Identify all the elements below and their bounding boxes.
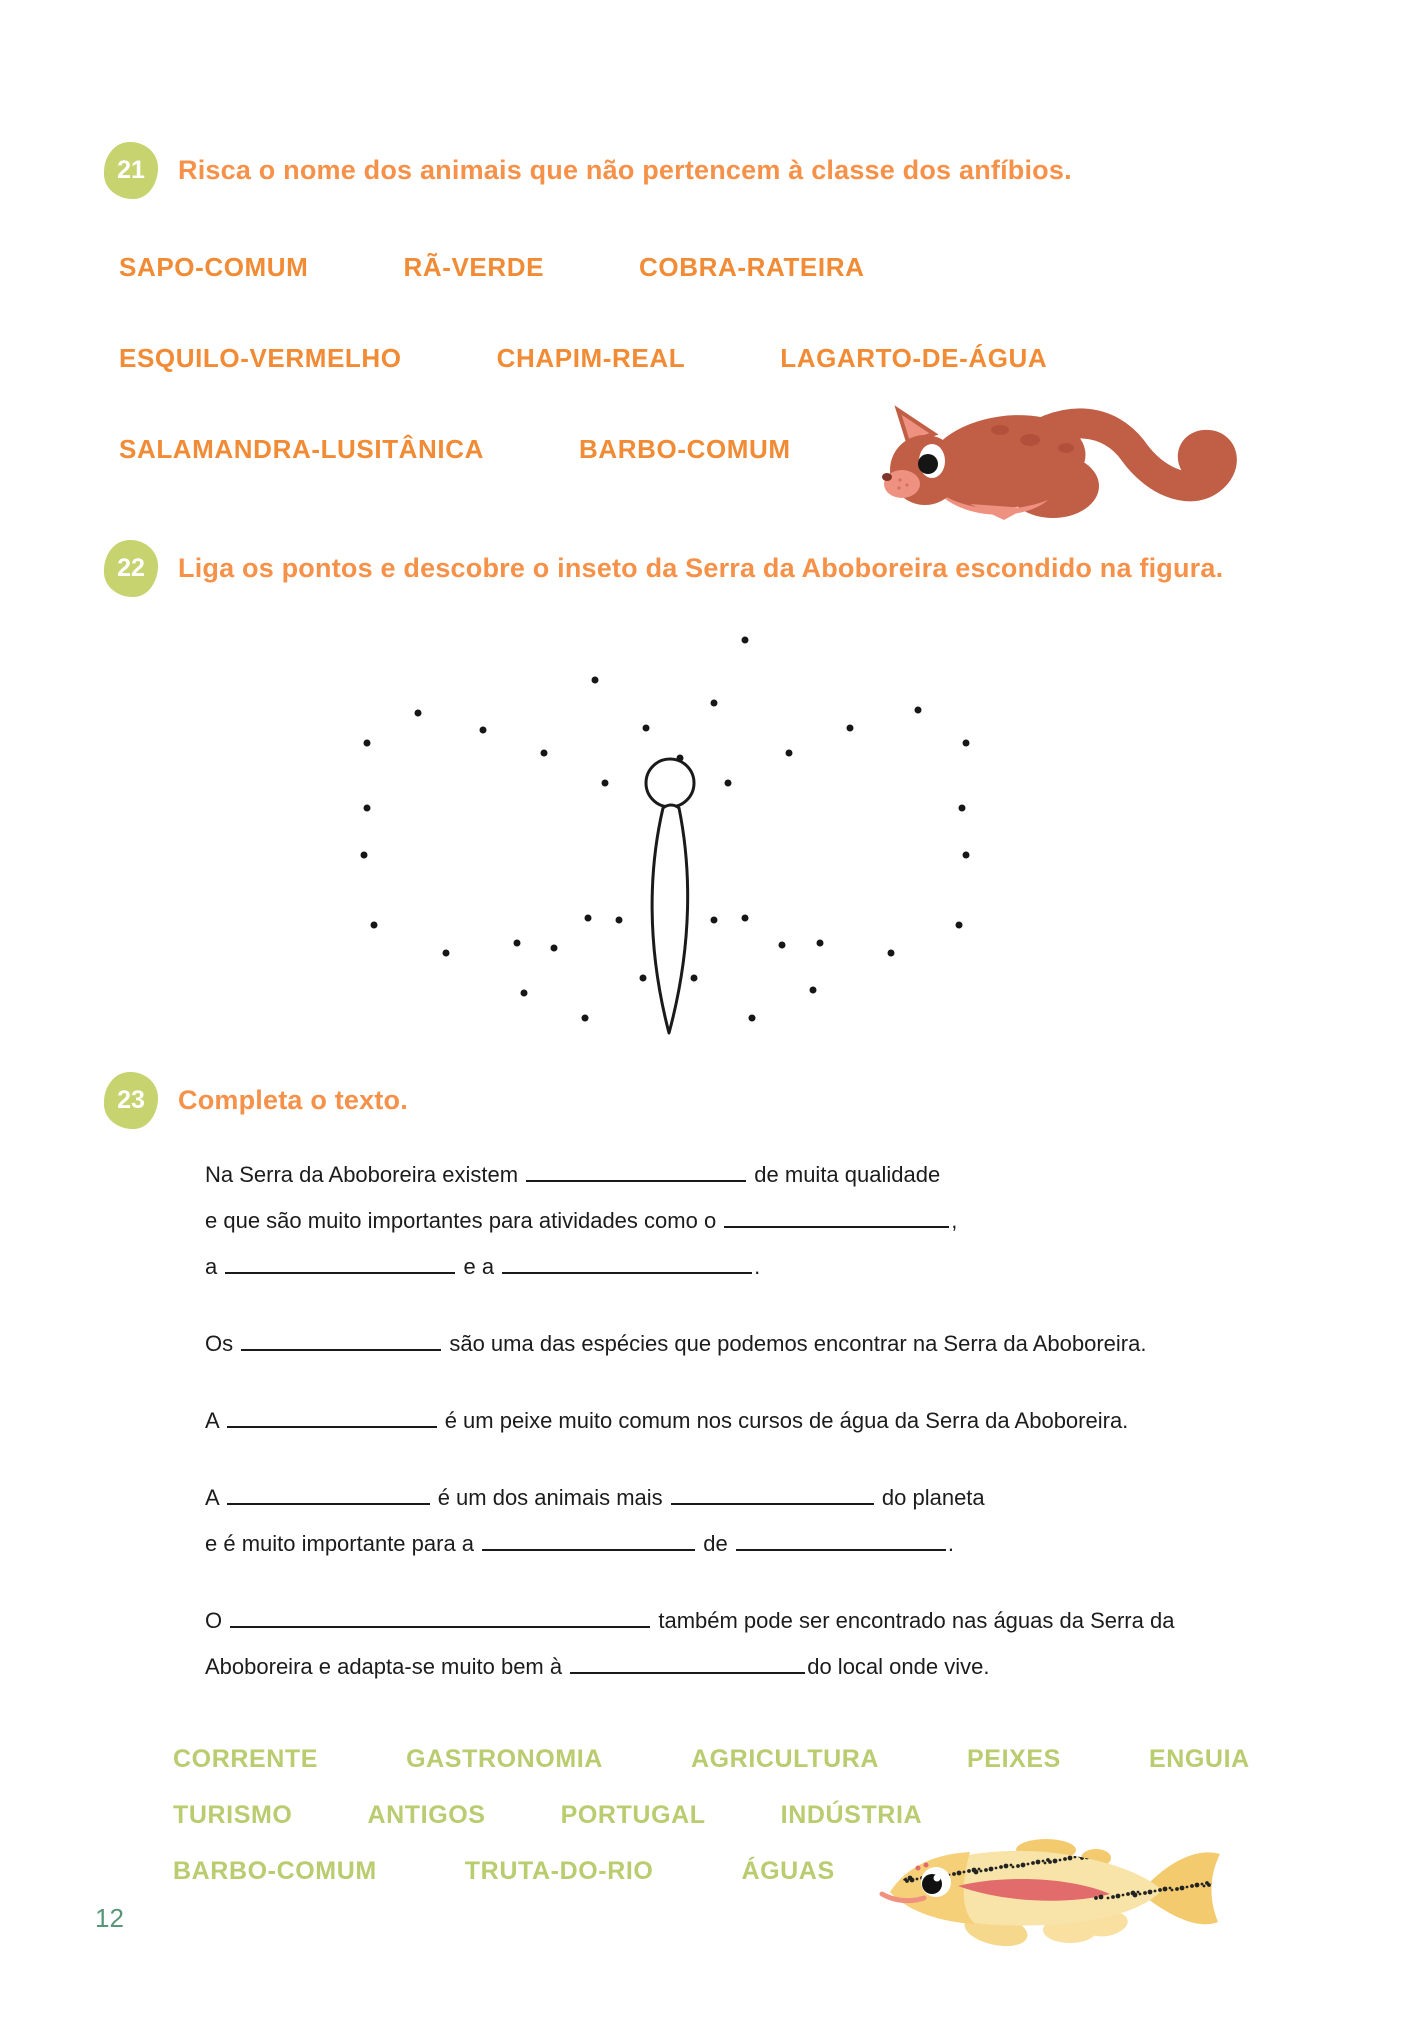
puzzle-dot[interactable] [779, 942, 786, 949]
text-segment: , [951, 1208, 958, 1233]
text-segment: é um dos animais mais [431, 1485, 669, 1510]
puzzle-dot[interactable] [639, 974, 646, 981]
text-segment: de [697, 1531, 734, 1556]
text-paragraph [205, 1475, 1345, 1567]
fill-blank[interactable] [227, 1411, 437, 1428]
fill-blank[interactable] [671, 1488, 874, 1505]
animal-word[interactable]: LAGARTO-DE-ÁGUA [780, 343, 1048, 373]
puzzle-dot[interactable] [592, 677, 599, 684]
puzzle-dot[interactable] [677, 754, 684, 761]
word-bank-item[interactable]: ENGUIA [1148, 1745, 1250, 1773]
squirrel-eye [918, 454, 938, 474]
puzzle-dot[interactable] [847, 724, 854, 731]
fill-blank[interactable] [526, 1165, 746, 1182]
puzzle-dot[interactable] [888, 949, 895, 956]
animal-word[interactable]: RÃ-VERDE [403, 252, 545, 282]
text-paragraph [205, 1321, 1345, 1367]
puzzle-dot[interactable] [816, 939, 823, 946]
animal-word[interactable]: SAPO-COMUM [119, 252, 309, 282]
fill-blank[interactable] [225, 1257, 455, 1274]
text-segment: . [754, 1254, 761, 1279]
word-bank-item[interactable]: PEIXES [967, 1745, 1061, 1773]
animal-word[interactable]: COBRA-RATEIRA [639, 252, 865, 282]
trout-illustration [878, 1828, 1230, 1958]
fill-blank[interactable] [241, 1334, 441, 1351]
exercise-21-header [104, 142, 1072, 199]
puzzle-dot[interactable] [371, 922, 378, 929]
word-bank-row [173, 1801, 1250, 1830]
fill-blank[interactable] [502, 1257, 752, 1274]
fill-blank[interactable] [570, 1657, 805, 1674]
text-line [205, 1644, 1345, 1690]
word-bank-item[interactable]: CORRENTE [173, 1745, 319, 1773]
puzzle-dot[interactable] [364, 739, 371, 746]
animal-word[interactable]: ESQUILO-VERMELHO [119, 343, 402, 373]
fill-blank[interactable] [736, 1534, 946, 1551]
puzzle-dot[interactable] [741, 914, 748, 921]
text-segment: . [947, 1531, 954, 1556]
puzzle-dot[interactable] [415, 709, 422, 716]
puzzle-dot[interactable] [364, 804, 371, 811]
word-bank-item[interactable]: BARBO-COMUM [173, 1857, 377, 1885]
exercise-22-badge: 22 [104, 540, 158, 597]
word-bank-item[interactable]: GASTRONOMIA [406, 1745, 603, 1773]
puzzle-dot[interactable] [520, 989, 527, 996]
puzzle-dot[interactable] [541, 749, 548, 756]
animal-word-row [119, 343, 1047, 374]
fill-blank[interactable] [227, 1488, 430, 1505]
text-segment: e a [457, 1254, 501, 1279]
squirrel-nose [882, 473, 892, 481]
puzzle-dot[interactable] [915, 707, 922, 714]
puzzle-dot[interactable] [442, 949, 449, 956]
exercise-22-header [104, 540, 1223, 597]
dragonfly-body-outline [652, 805, 688, 1033]
word-bank-item[interactable]: TRUTA-DO-RIO [464, 1857, 654, 1885]
puzzle-dot[interactable] [585, 914, 592, 921]
text-paragraph [205, 1598, 1345, 1690]
text-segment: e que são muito importantes para atividades como o [205, 1208, 723, 1233]
word-bank-item[interactable]: ANTIGOS [367, 1801, 486, 1829]
puzzle-dot[interactable] [616, 917, 623, 924]
text-line [205, 1198, 1345, 1244]
page-number: 12 [95, 1903, 124, 1933]
text-segment: A [205, 1408, 225, 1433]
text-line [205, 1152, 1345, 1198]
animal-word[interactable]: CHAPIM-REAL [496, 343, 686, 373]
puzzle-dot[interactable] [724, 779, 731, 786]
text-segment: do planeta [875, 1485, 985, 1510]
text-line [205, 1244, 1345, 1290]
puzzle-dot[interactable] [711, 917, 718, 924]
exercise-23-header [104, 1072, 408, 1129]
text-segment: O [205, 1608, 229, 1633]
exercise-21-badge: 21 [104, 142, 158, 199]
word-bank-item[interactable]: PORTUGAL [560, 1801, 706, 1829]
puzzle-dot[interactable] [956, 922, 963, 929]
text-segment: do local onde vive. [807, 1654, 990, 1679]
dot-to-dot-figure[interactable] [330, 600, 1010, 1100]
puzzle-dot[interactable] [582, 1014, 589, 1021]
puzzle-dot[interactable] [361, 852, 368, 859]
text-line [205, 1321, 1345, 1367]
animal-word-row [119, 252, 1047, 283]
word-bank-row [173, 1745, 1250, 1774]
exercise-22-title: Liga os pontos e descobre o inseto da Serra da Aboboreira escondido na figura. [178, 553, 1224, 583]
puzzle-dot[interactable] [711, 699, 718, 706]
text-line [205, 1521, 1345, 1567]
puzzle-dot[interactable] [786, 749, 793, 756]
text-segment: também pode ser encontrado nas águas da Serra da [652, 1608, 1175, 1633]
word-bank-item[interactable]: TURISMO [173, 1801, 293, 1829]
fill-in-text [205, 1152, 1345, 1721]
text-paragraph [205, 1152, 1345, 1290]
puzzle-dot[interactable] [959, 804, 966, 811]
exercise-23-title: Completa o texto. [178, 1085, 408, 1115]
dragonfly-outline [330, 600, 1010, 1100]
fill-blank[interactable] [230, 1611, 650, 1628]
puzzle-dot[interactable] [748, 1014, 755, 1021]
puzzle-dot[interactable] [514, 939, 521, 946]
puzzle-dot[interactable] [741, 637, 748, 644]
puzzle-dot[interactable] [480, 727, 487, 734]
text-segment: Aboboreira e adapta-se muito bem à [205, 1654, 569, 1679]
text-line [205, 1475, 1345, 1521]
fill-blank[interactable] [724, 1211, 949, 1228]
puzzle-dot[interactable] [643, 724, 650, 731]
puzzle-dot[interactable] [690, 974, 697, 981]
exercise-21-title: Risca o nome dos animais que não pertencem à classe dos anfíbios. [178, 155, 1072, 185]
word-bank-item[interactable]: INDÚSTRIA [780, 1801, 923, 1829]
text-segment: são uma das espécies que podemos encontrar na Serra da Aboboreira. [443, 1331, 1147, 1356]
puzzle-dot[interactable] [962, 739, 969, 746]
fill-blank[interactable] [482, 1534, 695, 1551]
text-segment: Na Serra da Aboboreira existem [205, 1162, 525, 1187]
word-bank-item[interactable]: AGRICULTURA [690, 1745, 880, 1773]
text-line [205, 1598, 1345, 1644]
squirrel-illustration [878, 390, 1246, 548]
text-segment: a [205, 1254, 224, 1279]
text-paragraph [205, 1398, 1345, 1444]
text-segment: e é muito importante para a [205, 1531, 481, 1556]
dragonfly-head-outline [646, 759, 694, 807]
exercise-23-badge: 23 [104, 1072, 158, 1129]
word-bank-item[interactable]: ÁGUAS [741, 1857, 835, 1885]
puzzle-dot[interactable] [809, 987, 816, 994]
puzzle-dot[interactable] [602, 779, 609, 786]
text-segment: Os [205, 1331, 240, 1356]
text-segment: de muita qualidade [748, 1162, 941, 1187]
puzzle-dot[interactable] [962, 852, 969, 859]
animal-word[interactable]: BARBO-COMUM [579, 434, 791, 464]
animal-word[interactable]: SALAMANDRA-LUSITÂNICA [119, 434, 485, 464]
text-segment: A [205, 1485, 225, 1510]
text-segment: é um peixe muito comum nos cursos de água da Serra da Aboboreira. [438, 1408, 1129, 1433]
text-line [205, 1398, 1345, 1444]
puzzle-dot[interactable] [551, 944, 558, 951]
